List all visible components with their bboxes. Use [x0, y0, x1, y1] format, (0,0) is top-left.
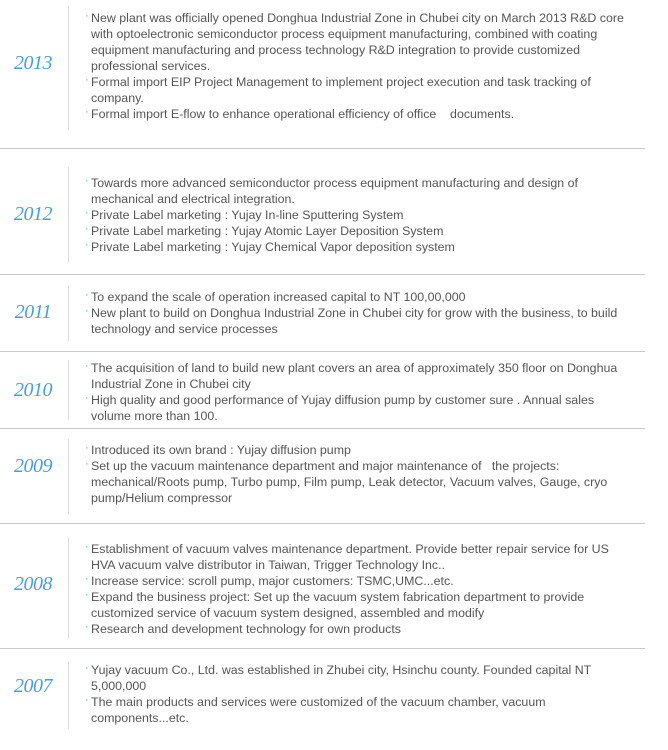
event-item	[85, 106, 645, 122]
timeline-entry-2009	[0, 429, 645, 523]
timeline-line	[68, 439, 69, 515]
event-item	[85, 458, 645, 506]
bullet-icon: ·	[85, 305, 89, 317]
bullet-icon: ·	[85, 662, 89, 674]
year-label: 2011	[14, 301, 52, 323]
bullet-icon: ·	[85, 10, 89, 22]
event-list	[85, 662, 645, 726]
timeline-line	[68, 285, 69, 341]
event-item	[85, 10, 645, 74]
event-text: The main products and services were customized of the vacuum chamber, vacuum components...etc.	[91, 695, 546, 725]
event-item	[85, 662, 645, 694]
timeline-entry-2013	[0, 0, 645, 145]
year-label: 2008	[14, 573, 52, 595]
timeline-entry-2008	[0, 524, 645, 647]
event-item	[85, 223, 645, 239]
event-item	[85, 621, 645, 637]
event-text: Expand the business project: Set up the vacuum system fabrication department to provide customized service of vacuum system designed, assembled and modify	[91, 590, 585, 620]
bullet-icon: ·	[85, 289, 89, 301]
bullet-icon: ·	[85, 175, 89, 187]
bullet-icon: ·	[85, 458, 89, 470]
timeline-line	[68, 6, 69, 130]
timeline-line	[68, 360, 69, 420]
bullet-icon: ·	[85, 442, 89, 454]
bullet-icon: ·	[85, 207, 89, 219]
event-item	[85, 589, 645, 621]
timeline-entry-2010	[0, 352, 645, 428]
event-text: Set up the vacuum maintenance department and major maintenance of the projects: mechanical/Roots pump, Turbo pump, Film pump, Leak detector, Vacuum valves, Gauge, cryo pump/Helium compressor	[91, 459, 611, 505]
event-item	[85, 289, 645, 305]
event-text: Formal import E-flow to enhance operational efficiency of office documents.	[91, 107, 515, 121]
event-item	[85, 360, 645, 392]
year-label: 2012	[14, 203, 52, 225]
event-item	[85, 207, 645, 223]
timeline-entry-2007	[0, 649, 645, 750]
bullet-icon: ·	[85, 589, 89, 601]
event-list	[85, 541, 645, 637]
event-text: New plant to build on Donghua Industrial Zone in Chubei city for grow with the business, to build technology and service processes	[91, 306, 618, 336]
bullet-icon: ·	[85, 106, 89, 118]
bullet-icon: ·	[85, 223, 89, 235]
event-text: Increase service: scroll pump, major customers: TSMC,UMC...etc.	[91, 574, 454, 588]
event-item	[85, 305, 645, 337]
event-text: Towards more advanced semiconductor process equipment manufacturing and design of mechanical and electrical integration.	[91, 176, 578, 206]
event-item	[85, 541, 645, 573]
event-text: The acquisition of land to build new plant covers an area of approximately 350 floor on Donghua Industrial Zone in Chubei city	[91, 361, 618, 391]
event-text: New plant was officially opened Donghua Industrial Zone in Chubei city on March 2013 R&D core with optoelectronic semiconductor process equipment manufacturing, combined with coating equipment manufacturing and process technology R&D integration to provide customized professional services.	[91, 11, 624, 73]
event-text: Establishment of vacuum valves maintenance department. Provide better repair service for US HVA vacuum valve distributor in Taiwan, Trigger Technology Inc..	[91, 542, 609, 572]
timeline-line	[68, 661, 69, 729]
event-text: Introduced its own brand : Yujay diffusion pump	[91, 443, 351, 457]
timeline-line	[68, 167, 69, 262]
bullet-icon: ·	[85, 621, 89, 633]
year-label: 2007	[14, 675, 52, 697]
event-text: To expand the scale of operation increased capital to NT 100,00,000	[91, 290, 466, 304]
year-label: 2009	[14, 455, 52, 477]
event-list	[85, 10, 645, 122]
bullet-icon: ·	[85, 360, 89, 372]
event-text: Yujay vacuum Co., Ltd. was established in Zhubei city, Hsinchu county. Founded capital NT 5,000,000	[91, 663, 592, 693]
event-text: Formal import EIP Project Management to implement project execution and task tracking of company.	[91, 75, 591, 105]
bullet-icon: ·	[85, 392, 89, 404]
bullet-icon: ·	[85, 694, 89, 706]
year-label: 2013	[14, 52, 52, 74]
event-item	[85, 573, 645, 589]
year-label: 2010	[14, 379, 52, 401]
timeline-entry-2011	[0, 275, 645, 351]
event-item	[85, 442, 645, 458]
event-item	[85, 694, 645, 726]
event-text: Private Label marketing : Yujay Atomic Layer Deposition System	[91, 224, 444, 238]
event-item	[85, 239, 645, 255]
event-item	[85, 392, 645, 424]
event-item	[85, 74, 645, 106]
event-list	[85, 175, 645, 255]
event-list	[85, 289, 645, 337]
event-text: Private Label marketing : Yujay Chemical Vapor deposition system	[91, 240, 455, 254]
timeline-entry-2012	[0, 149, 645, 273]
event-text: Private Label marketing : Yujay In-line Sputtering System	[91, 208, 404, 222]
event-item	[85, 175, 645, 207]
event-text: Research and development technology for own products	[91, 622, 401, 636]
bullet-icon: ·	[85, 239, 89, 251]
event-list	[85, 360, 645, 424]
timeline-line	[68, 538, 69, 638]
bullet-icon: ·	[85, 541, 89, 553]
bullet-icon: ·	[85, 573, 89, 585]
event-list	[85, 442, 645, 506]
bullet-icon: ·	[85, 74, 89, 86]
event-text: High quality and good performance of Yujay diffusion pump by customer sure . Annual sales volume more than 100.	[91, 393, 595, 423]
